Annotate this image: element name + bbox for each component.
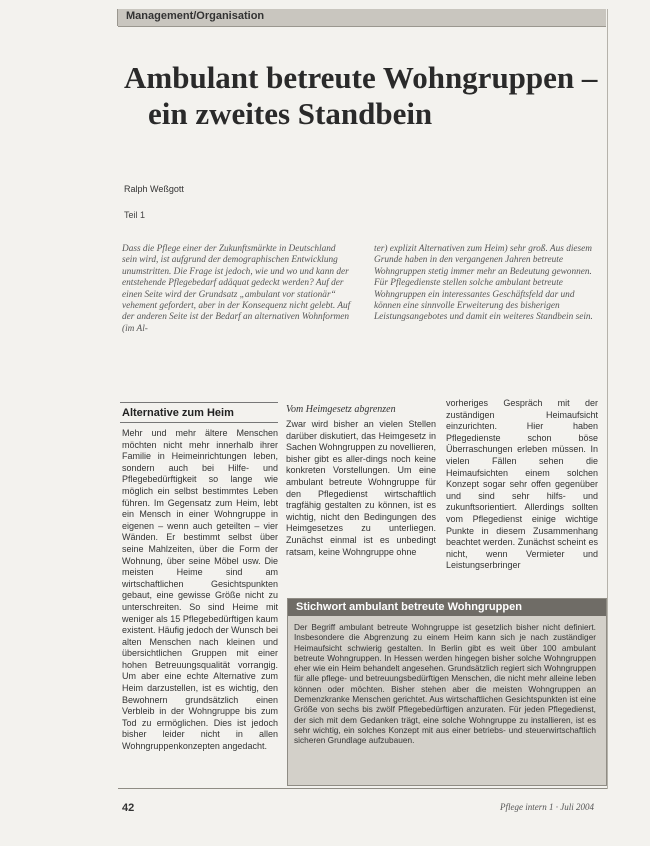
part-label: Teil 1 — [124, 210, 146, 220]
section-rule-top — [120, 402, 278, 403]
footer-rule — [118, 788, 607, 789]
journal-citation: Pflege intern 1 · Juli 2004 — [500, 802, 594, 812]
section-header-bar — [118, 9, 606, 27]
info-box-text: Der Begriff ambulant betreute Wohngruppe ist gesetzlich bisher nicht definiert. Insbesondere die Abgrenzung zu einem Heim kann sich je nach zuständiger Heimaufsicht schwierig gestalten. In Berlin gibt es weit über 100 ambulant betreute Wohngruppen. In Hessen werden hingegen bisher solche Wohngruppen eher wie ein Heim behandelt angesehen. Grundsätzlich regiert sich Wohngruppen für alle pflege- und betreuungsbedürftigen Menschen, die nicht mehr alleine leben können oder möchten. Bisher stehen aber die meisten Wohngruppen an Demenzkranke Menschen gerichtet. Aus wirtschaftlichen Gesichtspunkten ist eine Größe von sechs bis zwölf Pflegebedürftigen anzuraten. Für jeden Pflegedienst, der sich mit dem Gedanken trägt, eine solche Wohngruppe zu installieren, ist es sehr wichtig, ein solches Konzept mit aus einer betriebs- und steuerwirtschaftlich sicheren Grundlage aufzubauen. — [294, 622, 596, 746]
info-box-title: Stichwort ambulant betreute Wohngruppen — [296, 601, 522, 613]
subheading: Vom Heimgesetz abgrenzen — [286, 404, 396, 415]
intro-column-1: Dass die Pflege einer der Zukunftsmärkte in Deutschland sein wird, ist aufgrund der demographischen Entwicklung unumstritten. Die Frage ist jedoch, wie und wo und kann der entstehende Pflegebedarf adäquat gedeckt werden? Auf der einen Seite wird der Grundsatz „ambulant vor stationär“ vehement gefordert, aber in der Konsequenz nicht gelebt. Auf der anderen Seite ist der Bedarf an alternativen Wohnformen (im Al- — [122, 244, 351, 334]
page-number: 42 — [122, 802, 135, 814]
section-heading: Alternative zum Heim — [122, 407, 234, 419]
author-name: Ralph Weßgott — [124, 184, 184, 194]
section-rule-bottom — [120, 422, 278, 423]
title-line-2: ein zweites Standbein — [148, 96, 433, 131]
section1-body: Mehr und mehr ältere Menschen möchten nicht mehr innerhalb ihrer Familie in Heimeinrichtungen leben, sondern auch bei Hilfe- und Pflegebedürftigkeit so lange wie möglich ein selbst bestimmtes Leben führen. Im Gegensatz zum Heim, lebt ein Mensch in einer Wohngruppe in eigenen – wenn auch geteilten – vier Wänden. Er bestimmt selbst über seine Mahlzeiten, über die Form der Wohnung, über seine Möbel usw. Die meisten Heime sind am wirtschaftlichen Gesichtspunkten gebaut, eine gewisse Größe nicht zu unterschreiten. So sind Heime mit weniger als 15 Pflegebedürftigen kaum existent. Häufig jedoch der Wunsch bei alten Menschen nach kleinen und übersichtlichen Gruppen mit einer hohen Betreuungsqualität vorrangig. Um aber eine echte Alternative zum Heim darzustellen, ist es wichtig, den Bewohnern grundsätzlich einen Verbleib in der Wohngruppe bis zum Tod zu ermöglichen. Dies ist jedoch bisher leider nicht in allen Wohngruppenkonzepten angedacht. — [122, 428, 278, 752]
info-box-header — [288, 599, 606, 616]
article-title — [124, 60, 598, 132]
section2-body: Zwar wird bisher an vielen Stellen darüber diskutiert, das Heimgesetz in Sachen Wohngruppen zu novellieren, bisher gibt es aller-dings noch keine konkreten Vorstellungen. Um eine ambulant betreute Wohngruppe für den Pflegedienst wirtschaftlich tragfähig gestalten zu können, ist es wichtig, nicht den Bedingungen des Heimgesetzes zu unterliegen. Zunächst einmal ist es unbedingt ratsam, keine Wohngruppe ohne — [286, 419, 436, 557]
info-box — [287, 598, 607, 786]
section3-body: vorheriges Gespräch mit der zuständigen Heimaufsicht einzurichten. Hier haben Pflegedienste schon böse Überraschungen erleben müssen. In vielen Fällen sehen die Heimaufsichten einem solchen Konzept sogar sehr offen gegenüber und sind sehr hilfs- und zukunftsorientiert. Allerdings sollten vom Pflegedienst einige wichtige Punkte in diesem Zusammenhang beachtet werden. Zunächst scheint es nicht, wenn Vermieter und Leistungserbringer — [446, 398, 598, 571]
title-line-1: Ambulant betreute Wohngruppen – — [124, 60, 598, 95]
right-margin-rule — [607, 9, 608, 789]
intro-column-2: ter) explizit Alternativen zum Heim) sehr groß. Aus diesem Grunde haben in den vergangenen Jahren betreute Wohngruppen stetig immer mehr an Bedeutung gewonnen. Für Pflegedienste stellen solche ambulant betreute Wohngruppen ein interessantes Geschäftsfeld dar und können eine sinnvolle Erweiterung des bisherigen Leistungsangebotes und damit ein weiteres Standbein sein. — [374, 244, 593, 323]
section-label: Management/Organisation — [126, 10, 265, 22]
